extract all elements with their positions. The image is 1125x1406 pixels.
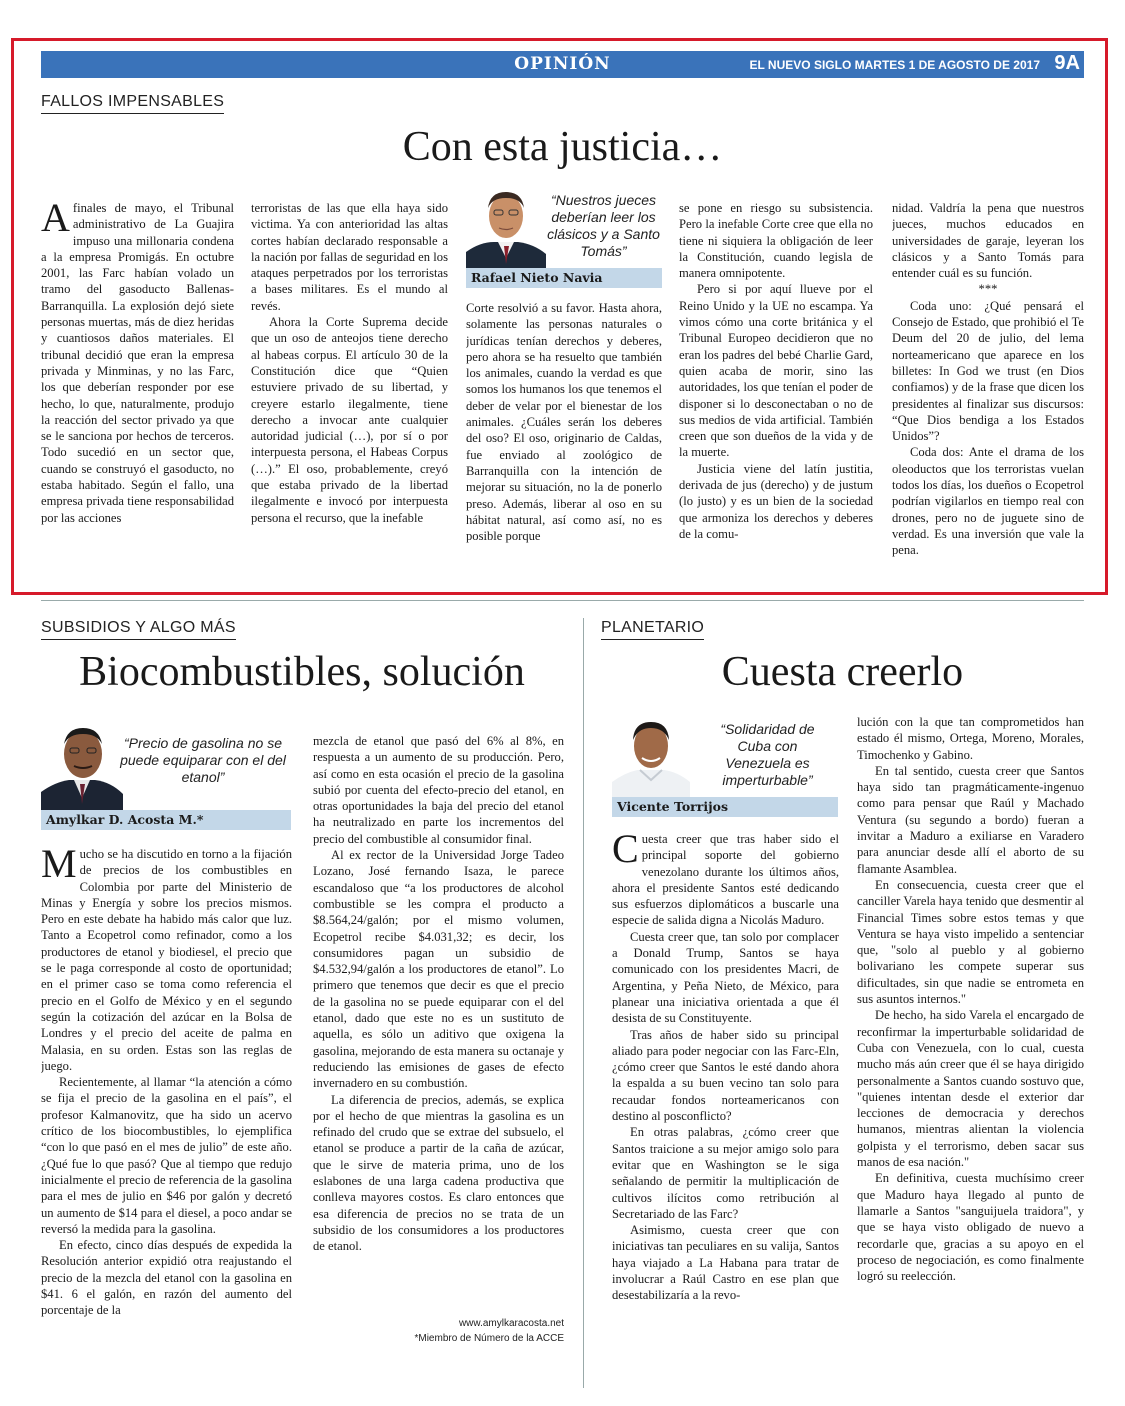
paragraph: Pero si por aquí llueve por el Reino Unido y la UE no escampa. Ya vimos cómo una corte británica y el Tribunal Europeo decidieron que no eran los padres del bebé Charlie Gard, quien acaba de morir, sino las autoridades, los que tenían el poder de disponer si lo desconectaban o no de sus medios de vida artificial. También creen que son dueños de la vida y de la muerte. — [679, 282, 873, 460]
paragraph: Cuesta creer que, tan solo por complacer a Donald Trump, Santos se haya comunicado con los presidentes Macri, de Argentina, y Peña Nieto, de México, para planear una iniciativa orientada a que él desista de su Constituyente. — [612, 929, 839, 1026]
paragraph: Justicia viene del latín justitia, derivada de jus (derecho) y de justum (lo justo) y es un bien de la sociedad que armoniza los derechos y deberes de la comu- — [679, 461, 873, 541]
column-divider — [583, 618, 584, 1388]
paragraph: se pone en riesgo su subsistencia. Pero la inefable Corte cree que ella no tiene ni siquiera la obligación de leer la Constitución, cuando legisla de manera omnipotente. — [679, 201, 873, 281]
article2-col-1 — [41, 846, 292, 1342]
article1-col-3 — [466, 300, 662, 584]
author-photo — [612, 714, 690, 798]
author-byline: Rafael Nieto Navia — [466, 268, 662, 288]
paragraph: La diferencia de precios, además, se explica por el hecho de que mientras la gasolina es un refinado del crudo que se extrae del subsuelo, el etanol se produce a partir de la caña de azúcar, que le sirve de materia prima, uno de los eslabones de una larga cadena productiva que conlleva mayores costos. Es claro entonces que esa diferencia de precios no se trata de un subsidio de los consumidores a los productores de etanol. — [313, 1092, 564, 1254]
article3-kicker: PLANETARIO — [601, 619, 704, 640]
paragraph: nidad. Valdría la pena que nuestros jueces, muchos educados en universidades de garaje, leyeran los clásicos y a Santo Tomás para entender cuál es su función. — [892, 201, 1084, 281]
section-header-bar — [41, 51, 1084, 78]
author-website: www.amylkaracosta.net — [458, 1318, 564, 1329]
dropcap: A — [41, 200, 70, 240]
article3-col-2 — [857, 714, 1084, 1368]
paragraph: De hecho, ha sido Varela el encargado de reconfirmar la imperturbable solidaridad de Cuba con Venezuela, con lo cual, cuesta mucho más aún creer que él se haya dirigido personalmente a Santos cuando sostuvo que, "quienes intentan desde el exterior dar lecciones de democracia y derechos humanos, mientras alientan la violencia golpista y el terrorismo, deben sacar sus manos de esa nación." — [857, 1008, 1084, 1170]
article3-headline: Cuesta creerlo — [721, 649, 964, 695]
paragraph: En tal sentido, cuesta creer que Santos haya sido tan pragmáticamente-ingenuo como para pensar que Raúl y Machado Ventura (su segundo a bordo) fueran a invitar a Maduro a exiliarse en Varadero para anunciar desde allí el aborto de su flamante Asamblea. — [857, 763, 1084, 876]
article1-col-2 — [251, 200, 448, 584]
author-byline: Vicente Torrijos — [612, 797, 838, 817]
pull-quote: “Nuestros jueces deberían leer los clásicos y a Santo Tomás” — [547, 192, 660, 259]
article1-kicker: FALLOS IMPENSABLES — [41, 93, 224, 114]
article2-headline: Biocombustibles, solución — [79, 649, 525, 695]
article1-col-1 — [41, 200, 234, 584]
article3-col-1 — [612, 831, 839, 1371]
paragraph: En efecto, cinco días después de expedida la Resolución anterior expidió otra reajustando el precio de la mezcla del etanol con la gasolina en $41. 6 el galón, en razón del aumento del porcentaje de la — [41, 1238, 292, 1318]
paragraph: En consecuencia, cuesta creer que el canciller Varela haya tenido que desmentir al Financial Times sobre estos temas y que Ventura se haya visto impelido a sentenciar que, "solo al pueblo y al gobierno bolivariano les compete superar sus dificultades, sin que nadie se entrometa en sus asuntos internos." — [857, 877, 1084, 1007]
pull-quote: “Precio de gasolina no se puede equiparar con el del etanol” — [120, 735, 286, 785]
article1-headline: Con esta justicia… — [402, 124, 723, 170]
section-divider — [41, 600, 1084, 601]
paragraph: uesta creer que tras haber sido el principal soporte del gobierno venezolano durante los últimos años, ahora el presidente Santos esté dedicando sus esfuerzos diplomáticos a buscarle una especie de salida digna a Nicolás Maduro. — [612, 832, 839, 928]
separator-stars: *** — [978, 282, 998, 297]
paragraph: Tras años de haber sido su principal aliado para poder negociar con las Farc-Eln, ¿cómo creer que Santos le esté dando ahora la espalda a su buen vecino tan solo para recaudar fondos norteamericanos con destino al posconflicto? — [612, 1027, 839, 1124]
paragraph: Corte resolvió a su favor. Hasta ahora, solamente las personas naturales o jurídicas tenían derechos y deberes, pero ahora se ha resuelto que también los animales, cuando la verdad es que somos los humanos los que tenemos el deber de velar por el bienestar de los animales. ¿Cuáles serán los deberes del oso? El oso, originario de Caldas, fue enviado al zoológico de Barranquilla con la intención de mejorar su situación, no la de ponerlo preso. Además, liberar al oso en su hábitat natural, así como así, no es posible porque — [466, 301, 662, 544]
paragraph: lución con la que tan comprometidos han estado él mismo, Ortega, Moreno, Morales, Timochenko y Gabino. — [857, 715, 1084, 762]
paragraph: En definitiva, cuesta muchísimo creer que Maduro haya llegado al punto de llamarle a Santos "sanguijuela traidora", y que se haya visto obligado de nuevo a recordarle que, gracias a su apoyo en el proceso de negociación, es como finalmente logró su reelección. — [857, 1171, 1084, 1284]
paragraph: Al ex rector de la Universidad Jorge Tadeo Lozano, José fernando Isaza, le parece escandaloso que “a los productores de alcohol combustible se les compra el producto a $8.564,24/galón; por el mismo volumen, Ecopetrol recibe $4.031,32; es decir, los consumidores pagan un subsidio de $4.532,94/galón a los productores de etanol”. Lo primero que tenemos que decir es que el precio de la gasolina no se puede equiparar con el del etanol, dado que este no es un sustituto de aquella, es sólo un aditivo que oxigena la gasolina, mejorando de esta manera su octanaje y reduciendo las emisiones de gases de efecto invernadero en su combustión. — [313, 848, 564, 1091]
paragraph: Coda uno: ¿Qué pensará el Consejo de Estado, que prohibió el Te Deum del 20 de julio, del lema norteamericano que aparece en los billetes: In God we trust (en Dios confiamos) y de la frase que dicen los presidentes al finalizar sus discursos: “Que Dios bendiga a los Estados Unidos”? — [892, 298, 1084, 444]
author-byline: Amylkar D. Acosta M.* — [41, 810, 291, 830]
article1-col-4 — [679, 200, 873, 584]
paragraph: Coda dos: Ante el drama de los oleoductos que los terroristas vuelan todos los días, los dueños o Ecopetrol podrían vigilarlos en tiempo real con drones, pero no de juguete sino de verdad. Es una inversión que vale la pena. — [892, 445, 1084, 558]
section-title: OPINIÓN — [514, 54, 611, 74]
paragraph: En otras palabras, ¿cómo creer que Santos traicione a su mejor amigo solo para evitar que en Washington se le siga señalando de permitir la multiplicación de cultivos ilícitos como retribución al Secretariado de las Farc? — [612, 1125, 839, 1221]
dropcap: M — [41, 846, 77, 886]
dateline: EL NUEVO SIGLO MARTES 1 DE AGOSTO DE 2017 — [749, 58, 1040, 72]
paragraph: Asimismo, cuesta creer que con iniciativas tan peculiares en su valija, Santos haya viajado a La Habana para tratar de involucrar a Raúl Castro en ese plan que desestabilizaría a la revo- — [612, 1223, 839, 1303]
author-footnote: *Miembro de Número de la ACCE — [414, 1333, 564, 1344]
author-photo — [466, 186, 546, 268]
paragraph: mezcla de etanol que pasó del 6% al 8%, en respuesta a un aumento de su producción. Pero, así como en esta ocasión el precio de la gasolina subió por cuenta del efecto-precio del etanol, en otras oportunidades la baja del precio del etanol ha neutralizado en parte los incrementos del precio del combustible al consumidor final. — [313, 734, 564, 846]
pull-quote: “Solidaridad de Cuba con Venezuela es imperturbable” — [720, 721, 815, 788]
paragraph: finales de mayo, el Tribunal administrativo de La Guajira impuso una millonaria condena a la empresa Promigás. En octubre 2001, las Farc habían volado un tramo del gasoducto Ballenas-Barranquilla. La explosión dejó siete personas muertas, más de diez heridas y cuantiosos daños materiales. El tribunal decidió que eran la empresa privada y Minminas, y no las Farc, los que deberían responder por ese hecho, lo que, naturalmente, produjo la reacción del sector privado ya que se le sanciona por hechos de terceros. Todo sucedió en un sector que, cuando se construyó el gasoducto, no estaba habitado. Según el fallo, una empresa privada tiene responsabilidad por las acciones — [41, 201, 234, 525]
article2-kicker: SUBSIDIOS Y ALGO MÁS — [41, 619, 236, 640]
article2-col-2 — [313, 733, 564, 1313]
article1-col-5 — [892, 200, 1084, 584]
page-number: 9A — [1054, 52, 1080, 74]
paragraph: Ahora la Corte Suprema decide que un oso de anteojos tiene derecho al habeas corpus. El artículo 30 de la Constitución dice que “Quien estuviere privado de su libertad, y creyere estarlo ilegalmente, tiene derecho a invocar ante cualquier autoridad judicial (…), por sí o por interpuesta persona, el Habeas Corpus (…).” El oso, probablemente, creyó que estaba privado de la libertad ilegalmente e invocó por interpuesta persona el recurso, que la inefable — [251, 315, 448, 525]
paragraph: terroristas de las que ella haya sido victima. Ya con anterioridad las altas cortes habían declarado responsable a la nación por fallas de seguridad en los ataques perpetrados por los terroristas a bases militares. Es el mundo al revés. — [251, 201, 448, 313]
paragraph: ucho se ha discutido en torno a la fijación de precios de los combustibles en Colombia por parte del Ministerio de Minas y Energía y sobre los precios mismos. Pero en este debate ha habido más calor que luz. Tanto a Ecopetrol como refinador, como a los productores de etanol y biodiesel, el precio que se le paga corresponde al costo de oportunidad; en el primer caso se toma como referencia el precio en el Golfo de México y en el segundo según la cotización del azúcar en la Bolsa de Londres y el precio del aceite de palma en Malasia, en su orden. Estas son las reglas de juego. — [41, 847, 292, 1073]
paragraph: Recientemente, al llamar “la atención a cómo se fija el precio de la gasolina en el país”, el profesor Kalmanovitz, que ha sido un acervo crítico de los biocombustibles, lo ejemplifica “con lo que pasó en el mes de julio” de este año. ¿Qué fue lo que pasó? Que al tiempo que redujo inicialmente el precio de referencia de la gasolina para el mes de julio en $46 por galón y decretó un aumento de $14 para el diesel, a poco andar se reversó la medida para la gasolina. — [41, 1075, 292, 1236]
dropcap: C — [612, 831, 639, 871]
author-photo — [41, 722, 123, 810]
